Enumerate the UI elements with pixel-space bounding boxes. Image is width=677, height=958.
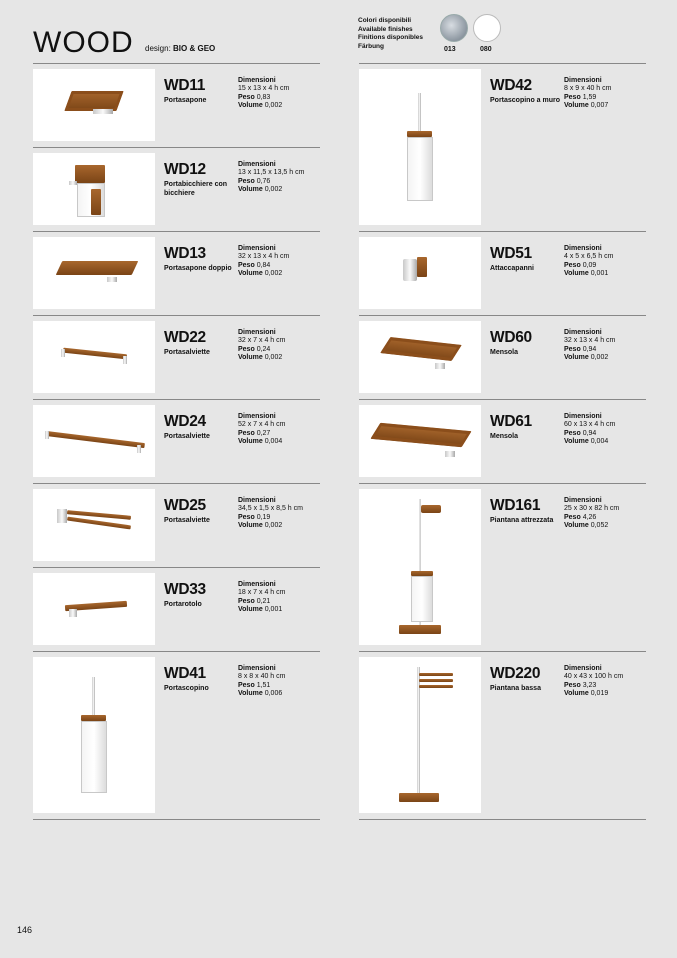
dimensions-label: Dimensioni [238, 329, 276, 336]
row-divider [33, 147, 320, 148]
dimensions-value: 15 x 13 x 4 h cm [238, 85, 290, 93]
weight-value: 0,27 [256, 429, 271, 437]
row-divider [33, 399, 320, 400]
product-image [359, 657, 481, 813]
row-divider [33, 231, 320, 232]
weight-value: 1,59 [582, 93, 597, 101]
product-image [33, 405, 155, 477]
product-image [359, 405, 481, 477]
volume-value: 0,004 [590, 438, 609, 446]
product-image [33, 321, 155, 393]
weight-label: Peso [238, 177, 255, 185]
dimensions-label: Dimensioni [238, 413, 276, 420]
product-wd51 [359, 237, 646, 319]
header-divider-left [33, 63, 320, 64]
volume-value: 0,052 [590, 522, 609, 530]
weight-value: 0,76 [256, 177, 271, 185]
product-specs [564, 413, 649, 447]
paper-holder [421, 505, 441, 513]
row-divider [33, 651, 320, 652]
dimensions-value: 32 x 13 x 4 h cm [238, 253, 290, 261]
finishes-labels [358, 17, 423, 51]
product-description: Portabicchiere con bicchiere [164, 181, 228, 197]
brush-handle [418, 93, 421, 133]
dimensions-label: Dimensioni [238, 77, 276, 84]
dimensions-value: 40 x 43 x 100 h cm [564, 673, 624, 681]
product-image [33, 657, 155, 813]
wood-shelf [380, 337, 461, 361]
product-specs [564, 497, 649, 531]
product-code: WD11 [164, 77, 206, 94]
weight-value: 0,94 [582, 345, 597, 353]
dimensions-value: 32 x 13 x 4 h cm [564, 337, 616, 345]
row-divider [359, 651, 646, 652]
product-description: Piantana attrezzata [490, 517, 554, 524]
product-wd60 [359, 321, 646, 403]
product-image [33, 573, 155, 645]
dimensions-label: Dimensioni [564, 329, 602, 336]
dimensions-label: Dimensioni [564, 245, 602, 252]
page-number: 146 [17, 925, 33, 935]
chrome-end [61, 349, 65, 357]
volume-label: Volume [238, 102, 263, 110]
wood-base [399, 793, 439, 802]
product-wd220 [359, 657, 646, 819]
header-divider-right [359, 63, 646, 64]
weight-value: 0,84 [256, 261, 271, 269]
design-prefix: design: [145, 44, 174, 53]
product-specs [564, 245, 649, 279]
product-wd11 [33, 69, 320, 151]
product-specs [238, 161, 323, 195]
volume-value: 0,007 [590, 102, 609, 110]
volume-value: 0,006 [264, 690, 283, 698]
brush-handle [92, 677, 95, 717]
volume-label: Volume [564, 690, 589, 698]
product-specs [238, 581, 323, 615]
dimensions-value: 8 x 9 x 40 h cm [564, 85, 612, 93]
volume-value: 0,002 [264, 270, 283, 278]
product-wd61 [359, 405, 646, 487]
dimensions-label: Dimensioni [238, 161, 276, 168]
product-description: Portasapone doppio [164, 265, 232, 272]
volume-value: 0,002 [590, 354, 609, 362]
product-code: WD33 [164, 581, 206, 598]
page-title: WOOD [33, 26, 134, 59]
finish-label-de: Färbung [358, 42, 384, 50]
volume-value: 0,002 [264, 186, 283, 194]
white-container [411, 576, 433, 622]
volume-value: 0,001 [264, 606, 283, 614]
wall-bracket [57, 509, 67, 523]
weight-label: Peso [564, 93, 581, 101]
product-wd25 [33, 489, 320, 571]
chrome-end [45, 431, 49, 439]
product-description: Attaccapanni [490, 265, 534, 272]
product-image [33, 237, 155, 309]
row-divider [33, 567, 320, 568]
wood-base [399, 625, 441, 634]
product-description: Mensola [490, 433, 519, 440]
finish-label-en: Available finishes [358, 25, 413, 33]
product-specs [238, 665, 323, 699]
volume-label: Volume [238, 522, 263, 530]
weight-value: 3,23 [582, 681, 597, 689]
towel-arm [419, 673, 453, 676]
weight-label: Peso [238, 681, 255, 689]
product-code: WD61 [490, 413, 532, 430]
product-wd22 [33, 321, 320, 403]
chrome-bracket [403, 259, 417, 281]
product-code: WD12 [164, 161, 206, 178]
weight-label: Peso [238, 597, 255, 605]
product-wd41 [33, 657, 320, 819]
dimensions-value: 4 x 5 x 6,5 h cm [564, 253, 614, 261]
product-wd24 [33, 405, 320, 487]
volume-label: Volume [564, 522, 589, 530]
wood-holder [75, 165, 105, 183]
volume-label: Volume [238, 438, 263, 446]
product-code: WD13 [164, 245, 206, 262]
weight-value: 0,94 [582, 429, 597, 437]
chrome-end [123, 356, 127, 364]
row-divider [359, 819, 646, 820]
volume-value: 0,002 [264, 354, 283, 362]
volume-label: Volume [564, 102, 589, 110]
product-description: Piantana bassa [490, 685, 541, 692]
row-divider [359, 399, 646, 400]
dimensions-label: Dimensioni [238, 497, 276, 504]
product-description: Portasapone [164, 97, 207, 104]
towel-arm [419, 679, 453, 682]
volume-value: 0,002 [264, 102, 283, 110]
product-specs [238, 245, 323, 279]
chrome-bracket [93, 109, 113, 114]
weight-label: Peso [238, 513, 255, 521]
dimensions-value: 8 x 8 x 40 h cm [238, 673, 286, 681]
finish-code-013: 013 [444, 46, 456, 53]
weight-value: 0,24 [256, 345, 271, 353]
product-code: WD60 [490, 329, 532, 346]
dimensions-label: Dimensioni [238, 665, 276, 672]
finish-swatch-white [473, 14, 501, 42]
wood-bar [45, 431, 145, 448]
row-divider [33, 315, 320, 316]
finish-label-fr: Finitions disponibles [358, 34, 423, 41]
dimensions-label: Dimensioni [564, 77, 602, 84]
product-description: Portasalviette [164, 349, 210, 356]
product-specs [564, 77, 649, 111]
row-divider [33, 819, 320, 820]
product-wd12 [33, 153, 320, 235]
volume-value: 0,019 [590, 690, 609, 698]
finish-label-it: Colori disponibili [358, 17, 412, 24]
chrome-bracket [69, 609, 77, 617]
product-code: WD22 [164, 329, 206, 346]
product-specs [238, 497, 323, 531]
weight-label: Peso [238, 429, 255, 437]
dimensions-value: 25 x 30 x 82 h cm [564, 505, 620, 513]
white-container [407, 137, 433, 201]
volume-value: 0,004 [264, 438, 283, 446]
dimensions-value: 32 x 7 x 4 h cm [238, 337, 286, 345]
product-code: WD41 [164, 665, 206, 682]
product-code: WD24 [164, 413, 206, 430]
product-code: WD51 [490, 245, 532, 262]
volume-label: Volume [238, 354, 263, 362]
dimensions-label: Dimensioni [564, 665, 602, 672]
towel-arm [419, 685, 453, 688]
volume-label: Volume [564, 354, 589, 362]
product-description: Portasalviette [164, 517, 210, 524]
weight-label: Peso [238, 261, 255, 269]
product-specs [238, 329, 323, 363]
product-description: Mensola [490, 349, 519, 356]
dimensions-value: 18 x 7 x 4 h cm [238, 589, 286, 597]
volume-label: Volume [238, 270, 263, 278]
dimensions-value: 52 x 7 x 4 h cm [238, 421, 286, 429]
row-divider [359, 483, 646, 484]
dimensions-value: 60 x 13 x 4 h cm [564, 421, 616, 429]
weight-value: 0,19 [256, 513, 271, 521]
chrome-bracket [107, 277, 117, 282]
weight-label: Peso [564, 345, 581, 353]
product-image [33, 489, 155, 561]
weight-label: Peso [238, 93, 255, 101]
product-code: WD220 [490, 665, 541, 682]
wood-shelf [370, 423, 471, 447]
wood-tray [64, 91, 123, 111]
volume-label: Volume [238, 690, 263, 698]
chrome-end [137, 445, 141, 453]
designer-name: BIO & GEO [173, 44, 216, 53]
row-divider [33, 483, 320, 484]
dimensions-label: Dimensioni [564, 413, 602, 420]
product-image [359, 489, 481, 645]
row-divider [359, 231, 646, 232]
product-wd13 [33, 237, 320, 319]
wood-side [91, 189, 101, 215]
weight-value: 1,51 [256, 681, 271, 689]
product-specs [238, 413, 323, 447]
weight-label: Peso [564, 261, 581, 269]
weight-value: 0,09 [582, 261, 597, 269]
product-image [359, 69, 481, 225]
volume-label: Volume [564, 438, 589, 446]
product-description: Portarotolo [164, 601, 202, 608]
product-image [359, 237, 481, 309]
wood-bar [63, 348, 127, 360]
volume-value: 0,002 [264, 522, 283, 530]
designer-credit [145, 44, 215, 53]
weight-value: 0,83 [256, 93, 271, 101]
product-code: WD25 [164, 497, 206, 514]
wood-hook [417, 257, 427, 277]
weight-value: 4,26 [582, 513, 597, 521]
wood-tray [56, 261, 139, 275]
product-image [359, 321, 481, 393]
chrome-bracket [445, 451, 455, 457]
product-specs [564, 329, 649, 363]
chrome-bracket [69, 181, 77, 185]
white-container [81, 721, 107, 793]
product-wd161 [359, 489, 646, 651]
weight-label: Peso [564, 513, 581, 521]
product-wd42 [359, 69, 646, 231]
row-divider [359, 315, 646, 316]
product-wd33 [33, 573, 320, 655]
product-image [33, 69, 155, 141]
volume-label: Volume [238, 186, 263, 194]
product-code: WD42 [490, 77, 532, 94]
product-specs [564, 665, 649, 699]
chrome-bracket [435, 363, 445, 369]
product-code: WD161 [490, 497, 541, 514]
product-image [33, 153, 155, 225]
product-description: Portasalviette [164, 433, 210, 440]
finish-code-080: 080 [480, 46, 492, 53]
weight-label: Peso [238, 345, 255, 353]
volume-value: 0,001 [590, 270, 609, 278]
product-specs [238, 77, 323, 111]
volume-label: Volume [564, 270, 589, 278]
dimensions-label: Dimensioni [238, 581, 276, 588]
dimensions-label: Dimensioni [238, 245, 276, 252]
weight-value: 0,21 [256, 597, 271, 605]
weight-label: Peso [564, 681, 581, 689]
volume-label: Volume [238, 606, 263, 614]
product-description: Portascopino a muro [490, 97, 561, 104]
finish-swatch-chrome [440, 14, 468, 42]
dimensions-value: 34,5 x 1,5 x 8,5 h cm [238, 505, 303, 513]
product-description: Portascopino [164, 685, 209, 692]
weight-label: Peso [564, 429, 581, 437]
dimensions-value: 13 x 11,5 x 13,5 h cm [238, 169, 305, 177]
dimensions-label: Dimensioni [564, 497, 602, 504]
